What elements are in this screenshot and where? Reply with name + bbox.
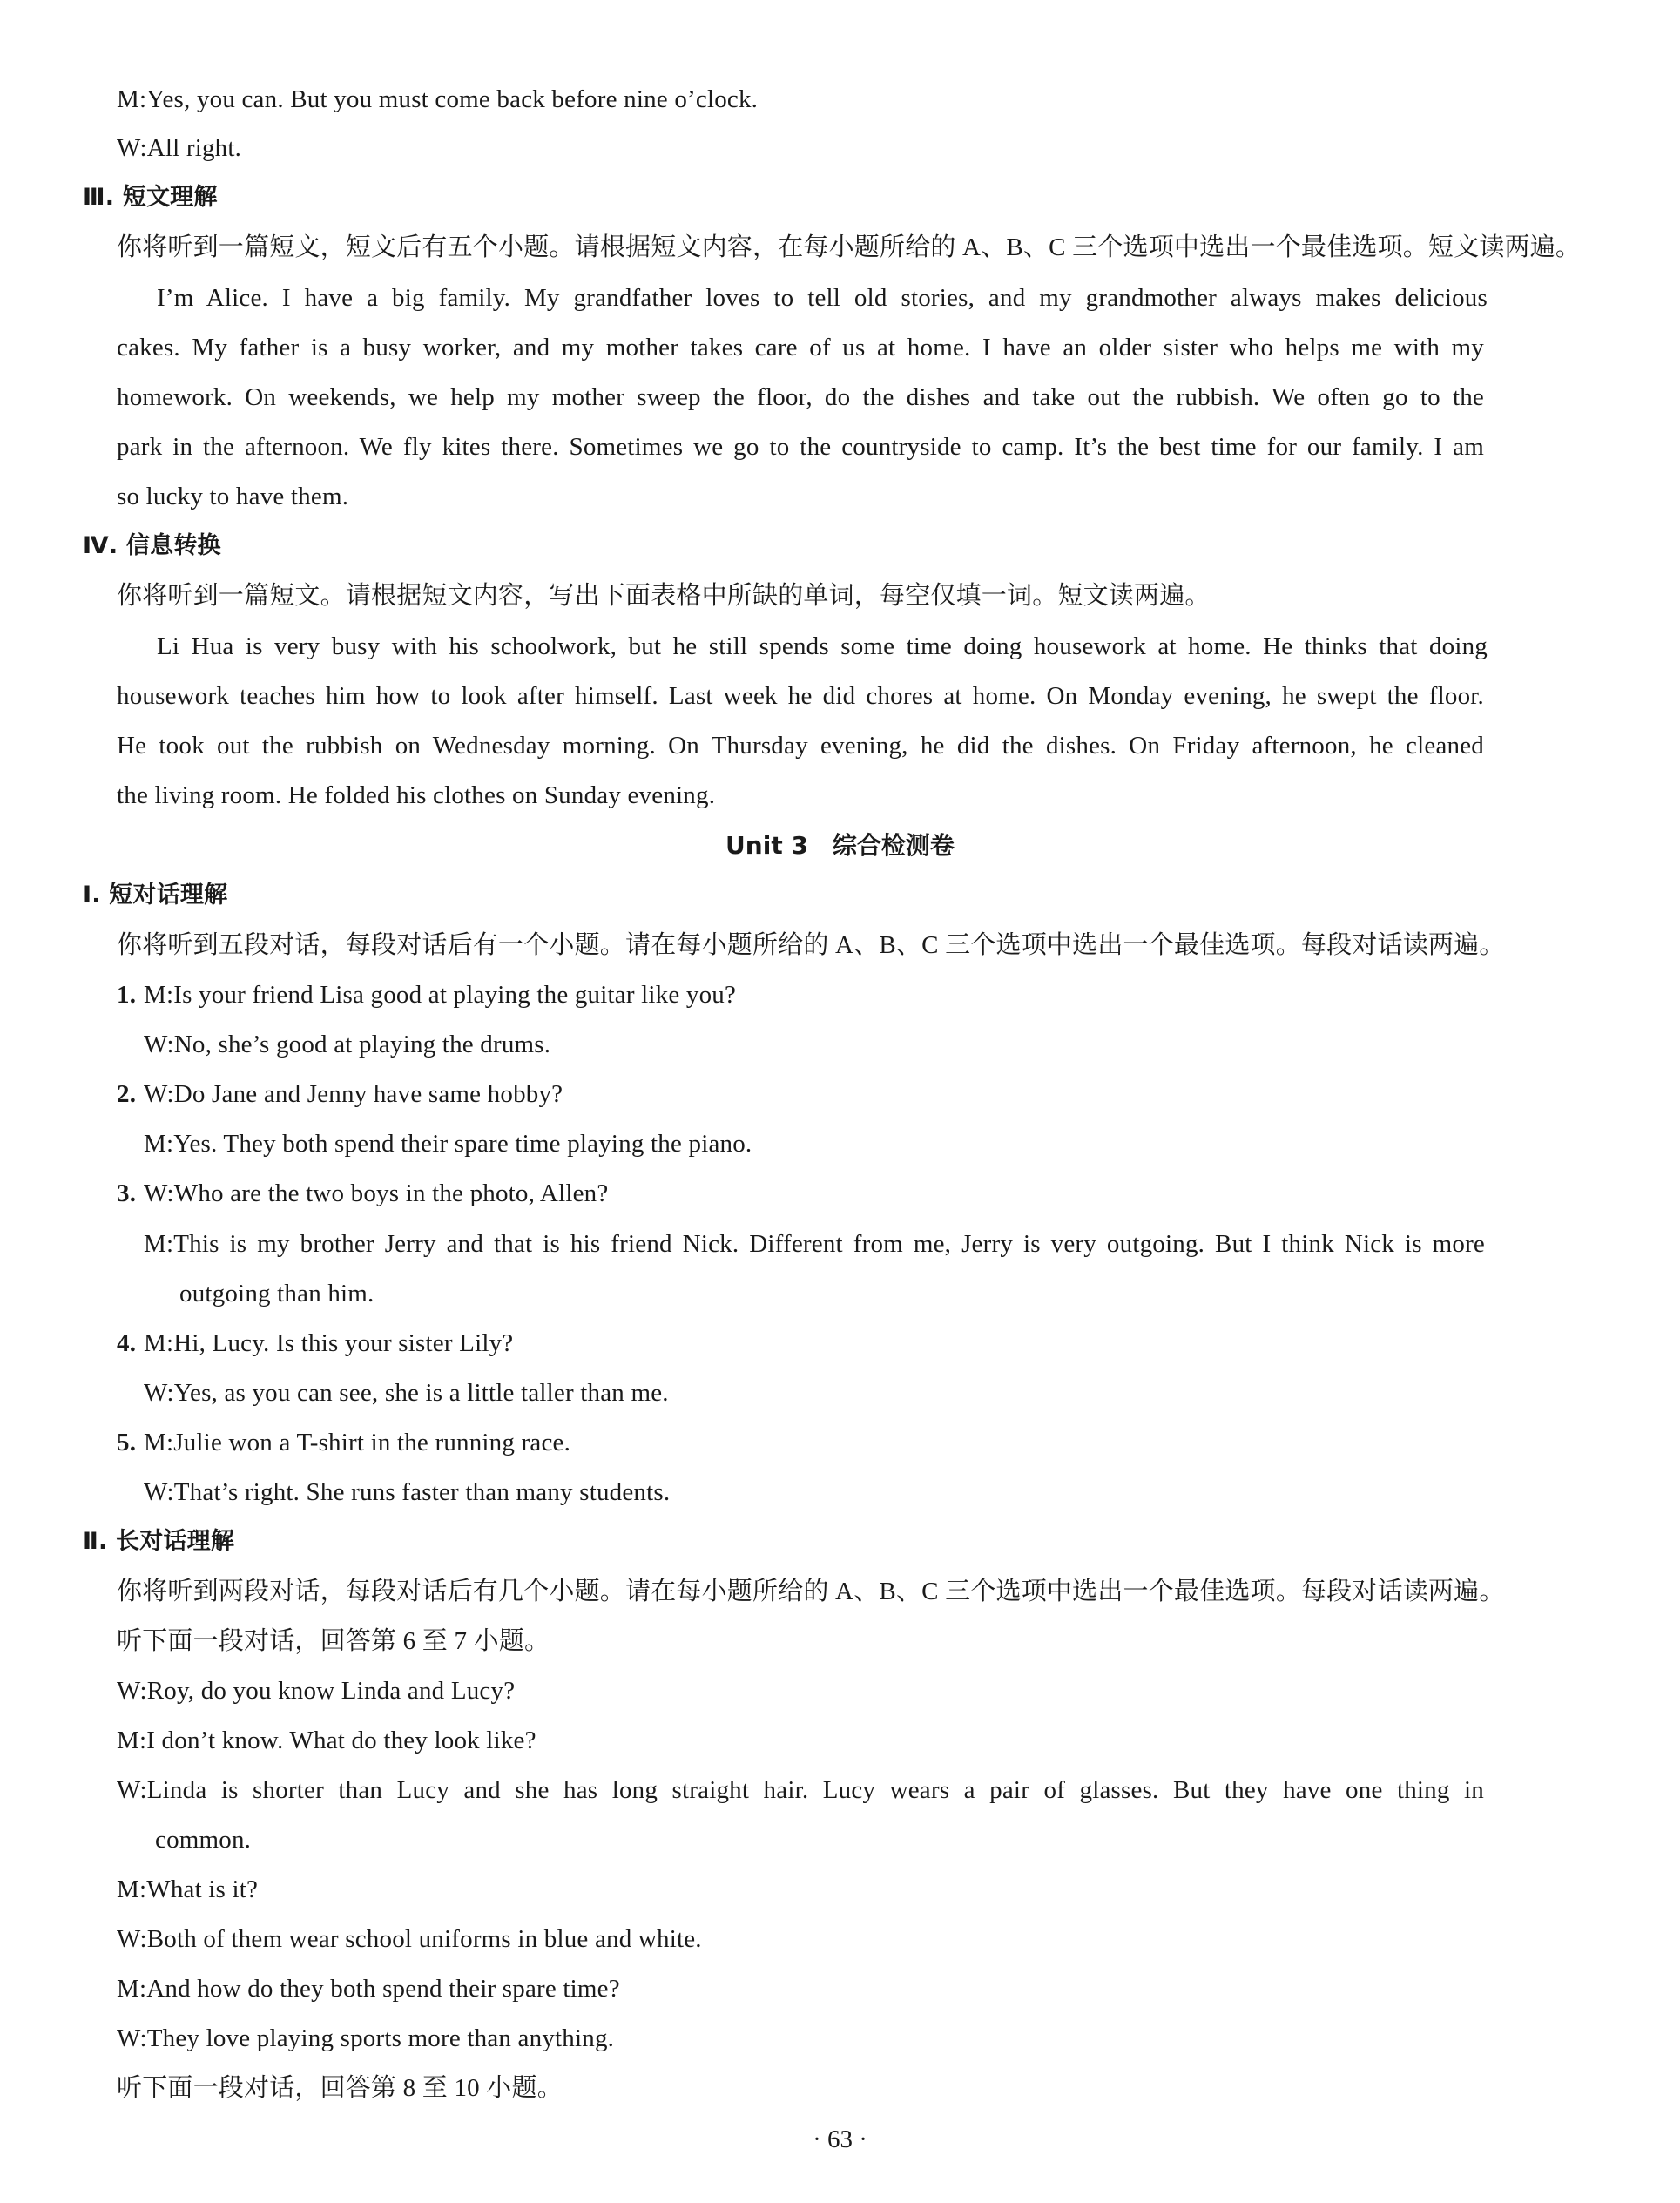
dialogue-line: W:Yes, as you can see, she is a little taller than me. [144,1379,669,1407]
section-instruction: 你将听到一篇短文。请根据短文内容，写出下面表格中所缺的单词，每空仅填一词。短文读两遍。 [117,582,1211,610]
passage-line: so lucky to have them. [117,483,349,510]
passage-line: He took out the rubbish on Wednesday morning. On Thursday evening, he did the dishes. On Friday afternoon, he cleaned [117,732,1484,760]
section-instruction: 你将听到五段对话，每段对话后有一个小题。请在每小题所给的 A、B、C 三个选项中选出一个最佳选项。每段对话读两遍。 [117,931,1505,959]
dialogue-line: M:And how do they both spend their spare time? [117,1975,620,2003]
dialogue-line: M:Julie won a T-shirt in the running race. [144,1429,571,1456]
dialogue-line: outgoing than him. [179,1280,374,1308]
dialogue-line: M:This is my brother Jerry and that is his friend Nick. Different from me, Jerry is very outgoing. But I think Nick is more [144,1230,1485,1258]
section-heading: Ⅳ. 信息转换 [83,532,221,559]
dialogue-intro: 听下面一段对话，回答第 6 至 7 小题。 [117,1627,550,1655]
question-number: 3. [117,1179,137,1207]
passage-line: I’m Alice. I have a big family. My grandfather loves to tell old stories, and my grandmother always makes delicious [157,284,1488,312]
passage-line: housework teaches him how to look after himself. Last week he did chores at home. On Monday evening, he swept the floor. [117,682,1484,710]
dialogue-line: W:Do Jane and Jenny have same hobby? [144,1080,563,1108]
dialogue-line: M:I don’t know. What do they look like? [117,1727,536,1754]
section-instruction: 你将听到一篇短文，短文后有五个小题。请根据短文内容，在每小题所给的 A、B、C 三个选项中选出一个最佳选项。短文读两遍。 [117,233,1582,261]
dialogue-line: W:Linda is shorter than Lucy and she has long straight hair. Lucy wears a pair of glasses. But they have one thing in [117,1776,1484,1804]
section-heading: Ⅱ. 长对话理解 [83,1528,235,1555]
dialogue-line: W:That’s right. She runs faster than many students. [144,1478,671,1506]
question-number: 2. [117,1080,137,1108]
question-number: 5. [117,1429,137,1456]
passage-line: cakes. My father is a busy worker, and my mother takes care of us at home. I have an older sister who helps me with my [117,334,1484,362]
dialogue-intro: 听下面一段对话，回答第 8 至 10 小题。 [117,2074,563,2102]
dialogue-line: W:Who are the two boys in the photo, Allen? [144,1179,609,1207]
unit-title: Unit 3 综合检测卷 [725,831,955,860]
passage-line: park in the afternoon. We fly kites there. Sometimes we go to the countryside to camp. It’s the best time for our family. I am [117,433,1484,461]
dialogue-line: W:No, she’s good at playing the drums. [144,1031,551,1058]
dialogue-line: W:All right. [117,134,242,162]
section-heading: Ⅰ. 短对话理解 [83,882,228,909]
passage-line: Li Hua is very busy with his schoolwork, but he still spends some time doing housework at home. He thinks that doing [157,632,1488,660]
question-number: 4. [117,1329,137,1357]
dialogue-line: common. [155,1826,252,1854]
dialogue-line: W:Both of them wear school uniforms in blue and white. [117,1925,702,1953]
dialogue-line: W:They love playing sports more than anything. [117,2024,615,2052]
passage-line: the living room. He folded his clothes on Sunday evening. [117,781,716,809]
passage-line: homework. On weekends, we help my mother sweep the floor, do the dishes and take out the rubbish. We often go to the [117,383,1484,411]
dialogue-line: M:What is it? [117,1875,259,1903]
dialogue-line: M:Yes. They both spend their spare time playing the piano. [144,1130,752,1158]
section-instruction: 你将听到两段对话，每段对话后有几个小题。请在每小题所给的 A、B、C 三个选项中选出一个最佳选项。每段对话读两遍。 [117,1578,1505,1605]
dialogue-line: W:Roy, do you know Linda and Lucy? [117,1677,516,1705]
dialogue-line: M:Yes, you can. But you must come back before nine o’clock. [117,85,759,113]
section-heading: Ⅲ. 短文理解 [83,184,218,211]
dialogue-line: M:Hi, Lucy. Is this your sister Lily? [144,1329,514,1357]
question-number: 1. [117,981,137,1009]
page-number: · 63 · [813,2125,867,2153]
dialogue-line: M:Is your friend Lisa good at playing the guitar like you? [144,981,737,1009]
